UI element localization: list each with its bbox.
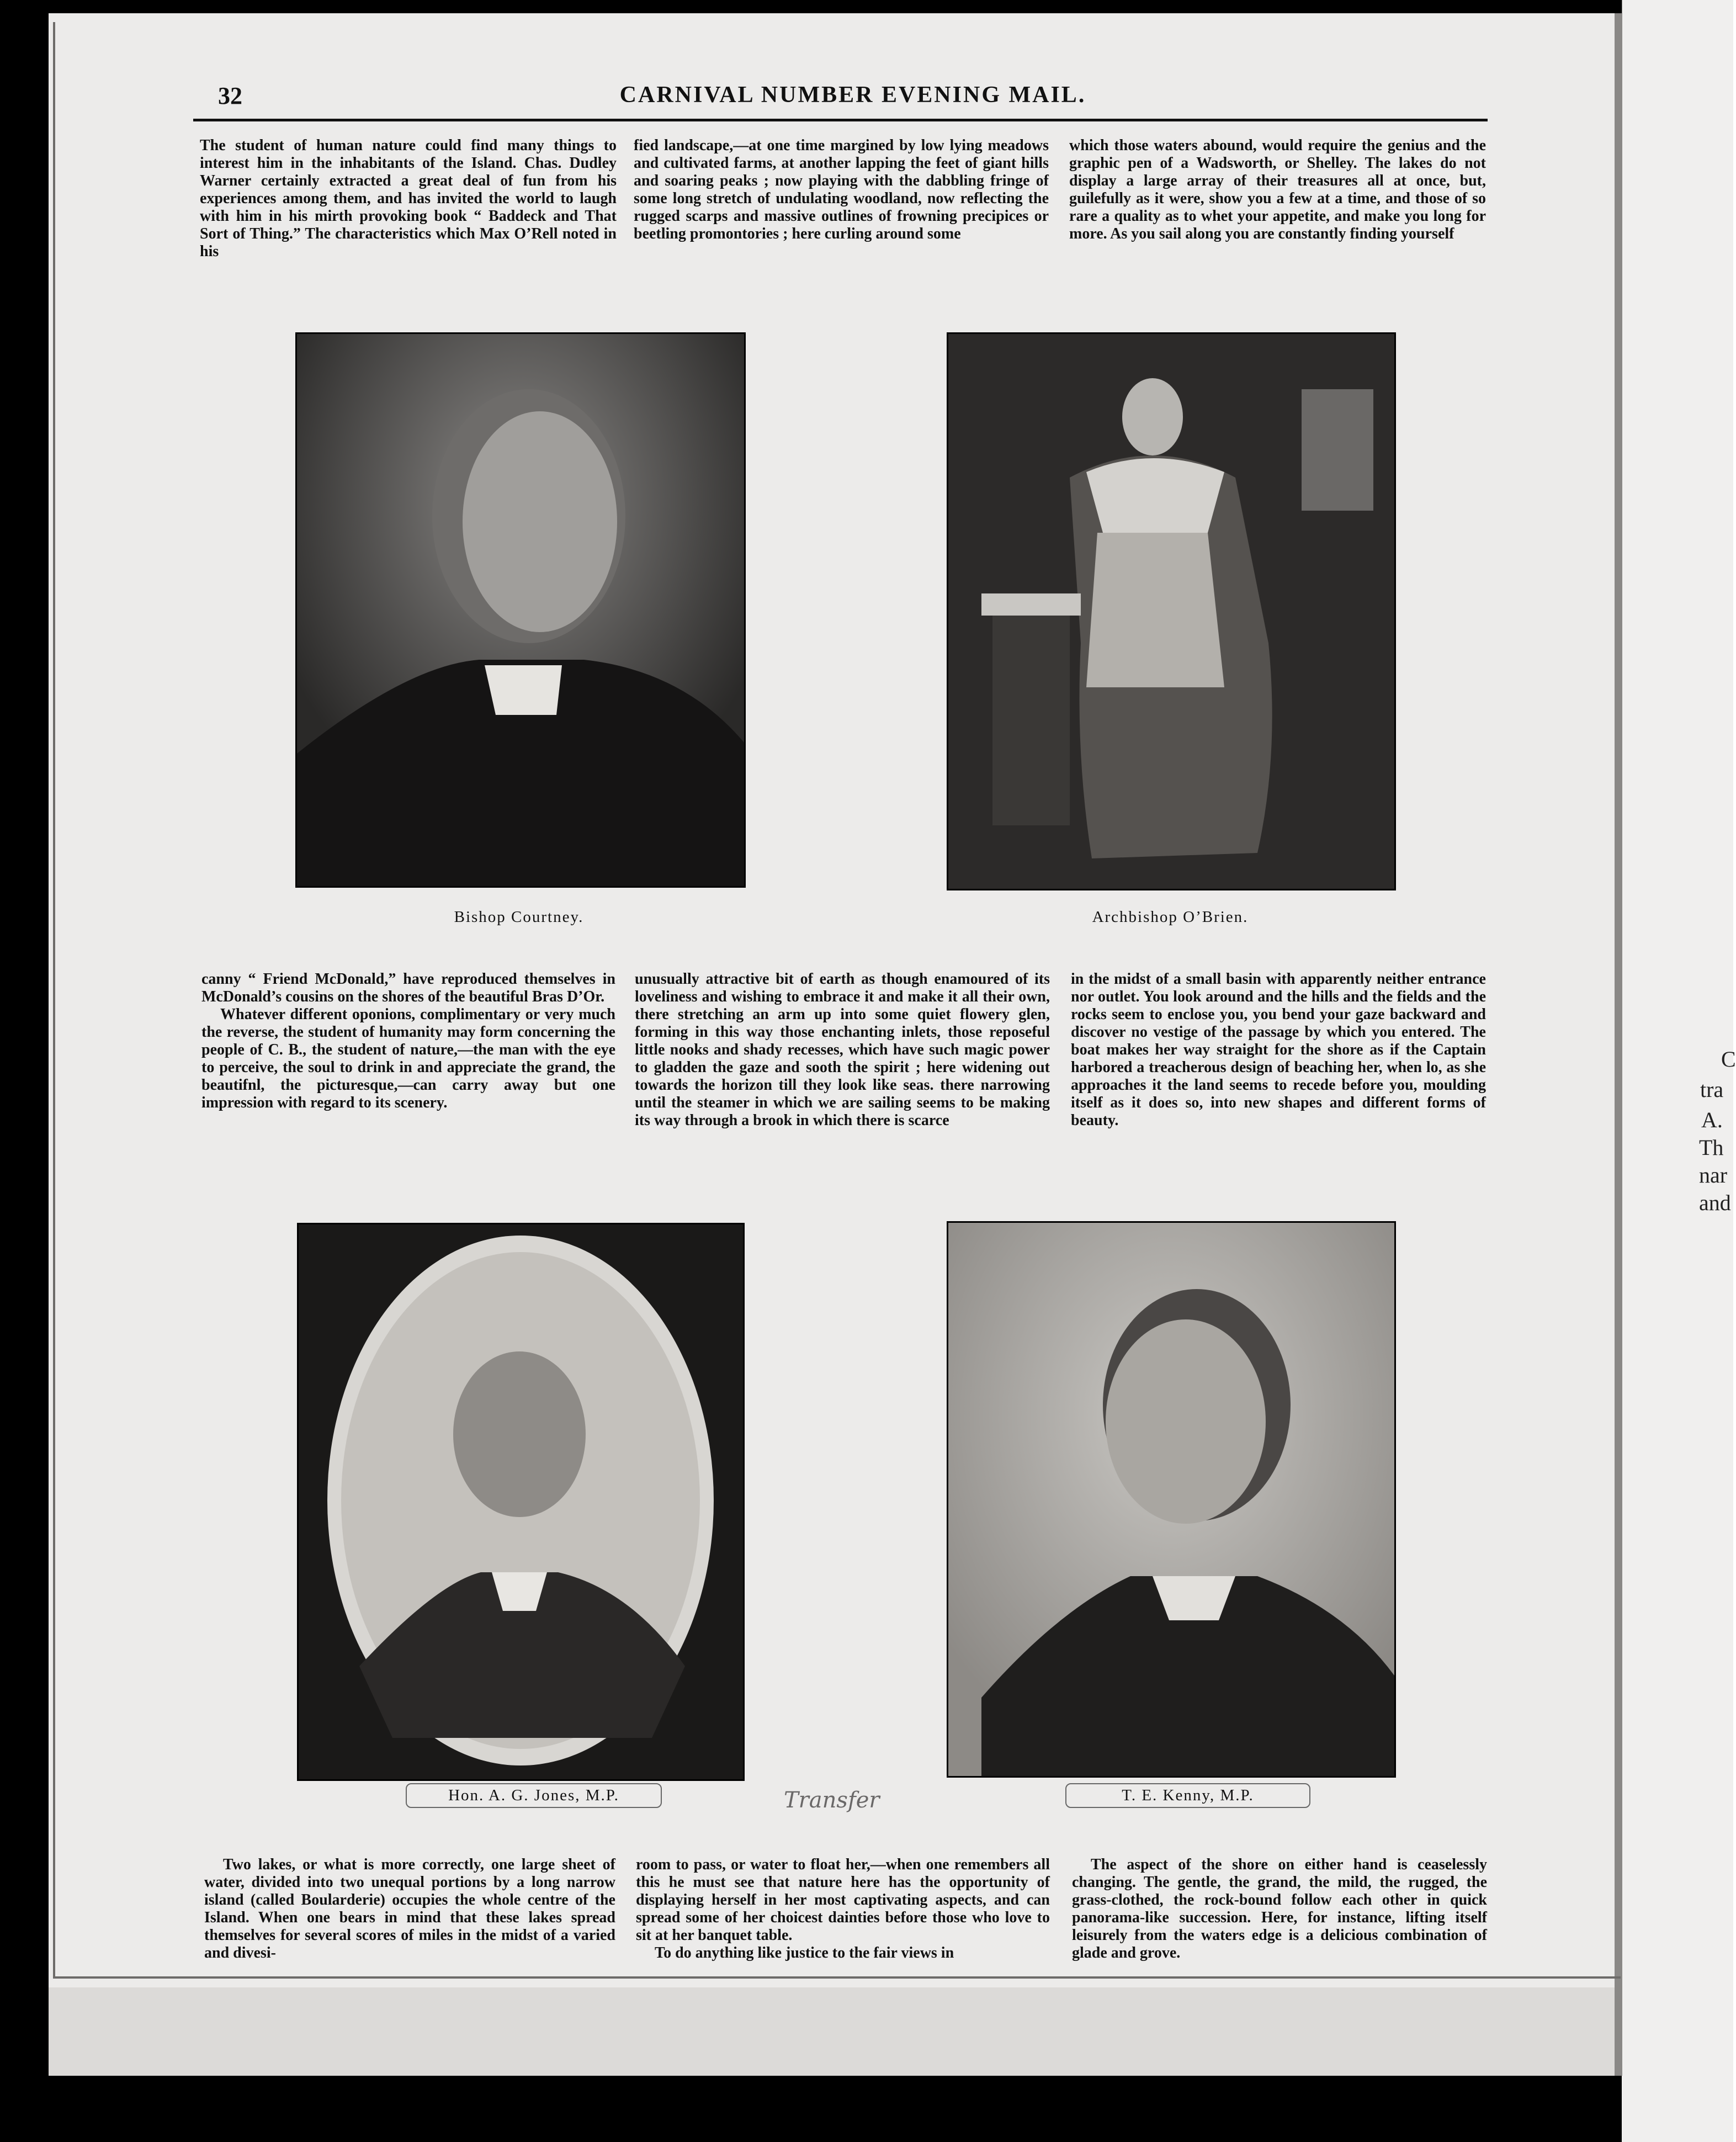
edge-fragment: and: [1699, 1190, 1731, 1215]
portrait-image: [299, 1224, 743, 1779]
paragraph: The student of human nature could find many things to interest him in the inhabitants of the Island. Chas. Dudley Warner certainly extracted a great deal of fun from his experiences among them, and has invited the world to laugh with him in his mirth provoking book “ Baddeck and That Sort of Thing.” The characteristics which Max O’Rell noted in his: [200, 137, 617, 260]
masthead-title: CARNIVAL NUMBER EVENING MAIL.: [619, 82, 1086, 108]
page-bottom-shadow: [49, 1987, 1622, 2076]
portrait-image: [948, 1223, 1394, 1776]
portrait-te-kenny: [947, 1221, 1396, 1778]
paragraph: which those waters abound, would require the genius and the graphic pen of a Wadsworth, or Shelley. The lakes do not display a large array of their treasures all at once, but, guilefully as it were, show you a few at a time, and those of so rare a quality as to whet your appetite, and make you long for more. As you sail along you are constantly finding yourself: [1069, 137, 1486, 242]
middle-column-1: [201, 971, 615, 1112]
edge-fragment: Th: [1699, 1135, 1724, 1160]
portrait-image: [297, 334, 744, 886]
caption-te-kenny: T. E. Kenny, M.P.: [1065, 1783, 1310, 1808]
left-border-rule: [53, 22, 55, 1976]
handwritten-note: Transfer: [784, 1788, 880, 1813]
top-column-1: [200, 137, 617, 261]
paragraph: unusually attractive bit of earth as though enamoured of its loveliness and wishing to embrace it and make it all their own, there stretching an arm up into some quiet flowery glen, forming in this way those enchanting inlets, those reposeful little nooks and shady recesses, which have such magic power to gladden the gaze and sooth the spirit ; here widening out towards the horizon till they look like seas. there narrowing until the steamer in which we are sailing seems to be making its way through a brook in which there is scarce: [635, 971, 1050, 1129]
portrait-archbishop-obrien: [947, 332, 1396, 890]
caption-hon-ag-jones: Hon. A. G. Jones, M.P.: [406, 1783, 662, 1808]
edge-fragment: nar: [1699, 1163, 1728, 1187]
page-edge: [1615, 0, 1622, 2076]
caption-archbishop-obrien: Archbishop O’Brien.: [1092, 908, 1249, 926]
top-column-2: [634, 137, 1049, 243]
edge-fragment: tra: [1700, 1077, 1724, 1102]
top-dark-band: [49, 0, 1622, 13]
paragraph: The aspect of the shore on either hand is ceaselessly changing. The gentle, the grand, the mild, the rugged, the grass-clothed, the rock-bound follow each other in quick panorama-like succession. Here, for instance, lifting itself leisurely from the waters edge is a delicious combination of glade and grove.: [1072, 1856, 1487, 1961]
page-number: 32: [218, 82, 242, 109]
middle-column-3: [1071, 971, 1486, 1130]
bottom-column-1: [204, 1856, 615, 1962]
paragraph: Two lakes, or what is more correctly, one large sheet of water, divided into two unequal portions by a long narrow island (called Boularderie) occupies the whole centre of the Island. When one bears in mind that these lakes spread themselves for several scores of miles in the midst of a varied and divesi-: [204, 1856, 615, 1961]
paragraph: in the midst of a small basin with apparently neither entrance nor outlet. You look around and the hills and the fields and the rocks seem to enclose you, you bend your gaze backward and discover no vestige of the passage by which you entered. The boat makes her way straight for the shore as if the Captain harbored a treacherous design of beaching her, when lo, as she approaches it the land seems to recede before you, moulding itself as it does so, into new shapes and different forms of beauty.: [1071, 971, 1486, 1129]
portrait-bishop-courtney: [295, 332, 746, 888]
edge-fragment: A.: [1701, 1107, 1723, 1132]
paragraph: To do anything like justice to the fair views in: [655, 1944, 954, 1961]
paragraph: canny “ Friend McDonald,” have reproduced themselves in McDonald’s cousins on the shores of the beautiful Bras D’Or.: [201, 971, 615, 1005]
page-header: [218, 82, 1488, 120]
bottom-column-3: [1072, 1856, 1487, 1962]
top-column-3: [1069, 137, 1486, 243]
caption-bishop-courtney: Bishop Courtney.: [454, 908, 584, 926]
paragraph: room to pass, or water to float her,—when one remembers all this he must see that nature here has the opportunity of displaying herself in her most captivating aspects, and can spread some of her choicest dainties before those who love to sit at her banquet table.: [636, 1856, 1050, 1944]
portrait-hon-ag-jones: [297, 1223, 745, 1781]
paragraph: Whatever different oponions, complimentary or very much the reverse, the student of humanity may form concerning the people of C. B., the student of nature,—the man with the eye to perceive, the soul to drink in and appreciate the grand, the beautifnl, the picturesque,—can carry away but one impression with regard to its scenery.: [201, 1006, 615, 1111]
middle-column-2: [635, 971, 1050, 1130]
bottom-border-rule: [53, 1976, 1621, 1979]
bottom-column-2: [636, 1856, 1050, 1962]
edge-fragment: C: [1721, 1047, 1736, 1072]
header-rule: [193, 119, 1488, 121]
portrait-image: [948, 334, 1394, 889]
paragraph: fied landscape,—at one time margined by low lying meadows and cultivated farms, at another lapping the feet of giant hills and soaring peaks ; now playing with the dabbling fringe of some long stretch of undulating woodland, now reflecting the rugged scarps and massive outlines of frowning precipices or beetling promontories ; here curling around some: [634, 137, 1049, 242]
adjacent-page: [1622, 0, 1733, 2142]
